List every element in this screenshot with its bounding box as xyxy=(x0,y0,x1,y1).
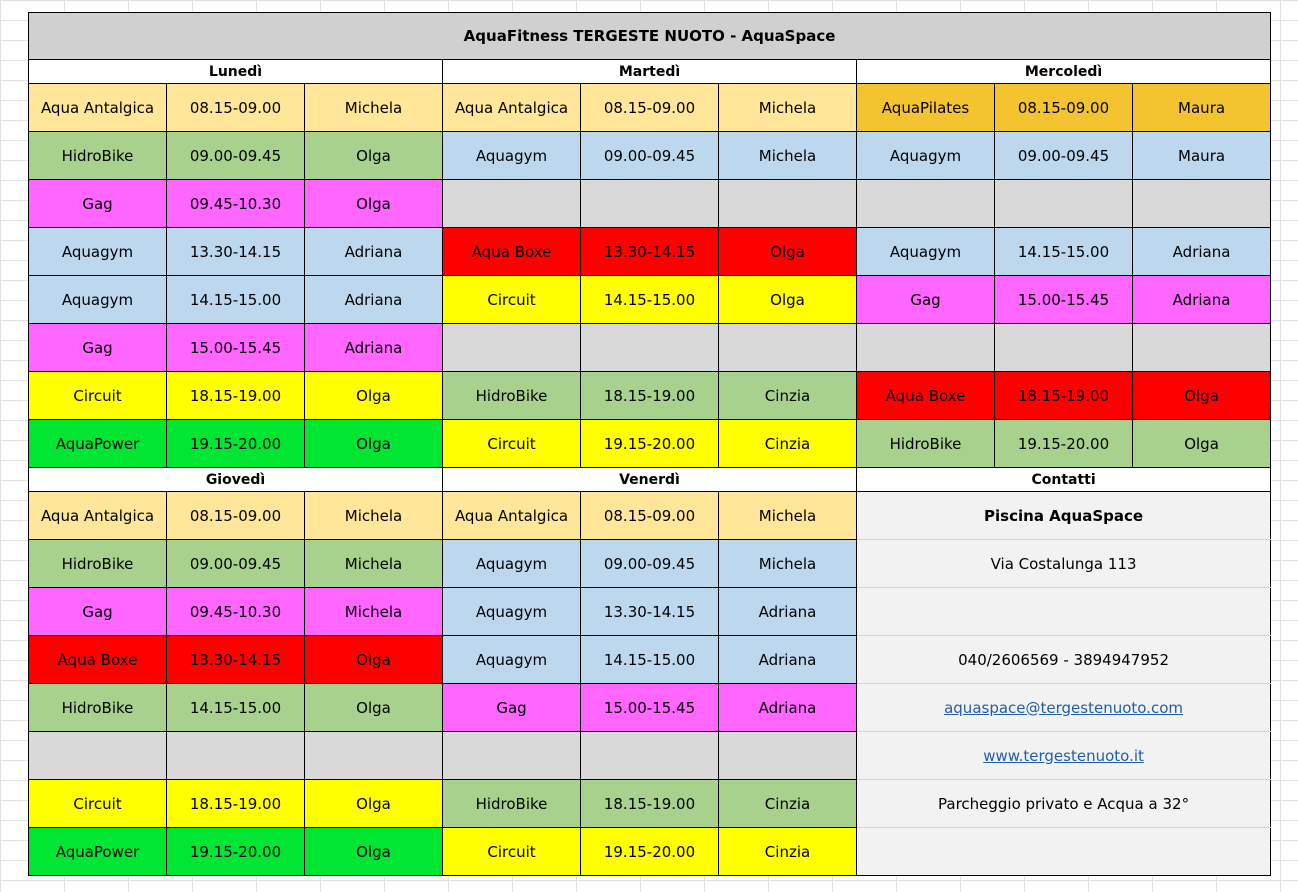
mercoledi-slot-time: 15.00-15.45 xyxy=(995,276,1133,324)
mercoledi-slot-time: 18.15-19.00 xyxy=(995,372,1133,420)
venerdi-slot-instructor xyxy=(719,732,857,780)
mercoledi-slot-instructor xyxy=(1133,180,1271,228)
table-row xyxy=(29,492,1271,540)
contact-line: Parcheggio privato e Acqua a 32° xyxy=(857,780,1271,828)
mercoledi-slot-time: 19.15-20.00 xyxy=(995,420,1133,468)
venerdi-slot-activity: Gag xyxy=(443,684,581,732)
martedi-slot-instructor: Cinzia xyxy=(719,372,857,420)
mercoledi-slot-instructor xyxy=(1133,324,1271,372)
martedi-slot-instructor xyxy=(719,180,857,228)
venerdi-slot-activity: HidroBike xyxy=(443,780,581,828)
lunedi-slot-instructor: Adriana xyxy=(305,276,443,324)
mercoledi-slot-time xyxy=(995,324,1133,372)
giovedi-slot-activity: Aqua Boxe xyxy=(29,636,167,684)
mercoledi-slot-activity: HidroBike xyxy=(857,420,995,468)
lunedi-slot-activity: Aquagym xyxy=(29,276,167,324)
lunedi-slot-time: 15.00-15.45 xyxy=(167,324,305,372)
lunedi-slot-activity: AquaPower xyxy=(29,420,167,468)
lunedi-slot-activity: Aqua Antalgica xyxy=(29,84,167,132)
schedule-table xyxy=(28,12,1271,876)
venerdi-slot-time xyxy=(581,732,719,780)
martedi-slot-instructor: Olga xyxy=(719,228,857,276)
giovedi-slot-instructor xyxy=(305,732,443,780)
lunedi-slot-time: 14.15-15.00 xyxy=(167,276,305,324)
page-title: AquaFitness TERGESTE NUOTO - AquaSpace xyxy=(29,13,1271,60)
mercoledi-slot-time: 14.15-15.00 xyxy=(995,228,1133,276)
giovedi-slot-instructor: Michela xyxy=(305,540,443,588)
giovedi-slot-instructor: Olga xyxy=(305,828,443,876)
contact-line xyxy=(857,684,1271,732)
giovedi-slot-time: 14.15-15.00 xyxy=(167,684,305,732)
venerdi-slot-time: 08.15-09.00 xyxy=(581,492,719,540)
giovedi-slot-activity: Gag xyxy=(29,588,167,636)
giovedi-slot-instructor: Michela xyxy=(305,588,443,636)
table-row xyxy=(29,420,1271,468)
venerdi-slot-instructor: Adriana xyxy=(719,684,857,732)
venerdi-slot-activity: Aquagym xyxy=(443,540,581,588)
contacts-header: Contatti xyxy=(857,468,1271,492)
lunedi-slot-time: 18.15-19.00 xyxy=(167,372,305,420)
giovedi-slot-instructor: Michela xyxy=(305,492,443,540)
mercoledi-slot-time xyxy=(995,180,1133,228)
venerdi-slot-time: 19.15-20.00 xyxy=(581,828,719,876)
contact-line xyxy=(857,588,1271,636)
table-row xyxy=(29,780,1271,828)
martedi-slot-activity xyxy=(443,180,581,228)
venerdi-slot-activity: Aquagym xyxy=(443,636,581,684)
giovedi-slot-time: 19.15-20.00 xyxy=(167,828,305,876)
lunedi-slot-time: 09.45-10.30 xyxy=(167,180,305,228)
lunedi-slot-activity: Gag xyxy=(29,180,167,228)
martedi-slot-activity: Circuit xyxy=(443,420,581,468)
mercoledi-slot-activity: Aquagym xyxy=(857,228,995,276)
venerdi-slot-instructor: Cinzia xyxy=(719,780,857,828)
venerdi-slot-time: 13.30-14.15 xyxy=(581,588,719,636)
lunedi-slot-instructor: Adriana xyxy=(305,324,443,372)
martedi-slot-time: 19.15-20.00 xyxy=(581,420,719,468)
martedi-slot-time xyxy=(581,324,719,372)
email-link[interactable]: aquaspace@tergestenuoto.com xyxy=(944,698,1183,717)
giovedi-slot-time: 13.30-14.15 xyxy=(167,636,305,684)
table-row xyxy=(29,684,1271,732)
mercoledi-slot-activity: Aquagym xyxy=(857,132,995,180)
contact-line xyxy=(857,732,1271,780)
table-row xyxy=(29,276,1271,324)
venerdi-slot-activity: Aqua Antalgica xyxy=(443,492,581,540)
venerdi-slot-instructor: Michela xyxy=(719,540,857,588)
venerdi-slot-instructor: Adriana xyxy=(719,636,857,684)
day-header-venerdi: Venerdì xyxy=(443,468,857,492)
martedi-slot-time: 08.15-09.00 xyxy=(581,84,719,132)
table-row xyxy=(29,84,1271,132)
venerdi-slot-activity xyxy=(443,732,581,780)
contact-line: 040/2606569 - 3894947952 xyxy=(857,636,1271,684)
lunedi-slot-activity: Aquagym xyxy=(29,228,167,276)
contact-line: Piscina AquaSpace xyxy=(857,492,1271,540)
martedi-slot-activity: Aquagym xyxy=(443,132,581,180)
lunedi-slot-activity: Gag xyxy=(29,324,167,372)
martedi-slot-time: 09.00-09.45 xyxy=(581,132,719,180)
table-row xyxy=(29,828,1271,876)
mercoledi-slot-activity: Gag xyxy=(857,276,995,324)
martedi-slot-time xyxy=(581,180,719,228)
martedi-slot-instructor: Michela xyxy=(719,84,857,132)
giovedi-slot-activity: Aqua Antalgica xyxy=(29,492,167,540)
lunedi-slot-instructor: Olga xyxy=(305,132,443,180)
mercoledi-slot-instructor: Olga xyxy=(1133,420,1271,468)
lunedi-slot-activity: HidroBike xyxy=(29,132,167,180)
venerdi-slot-activity: Circuit xyxy=(443,828,581,876)
martedi-slot-activity: Aqua Boxe xyxy=(443,228,581,276)
martedi-slot-instructor: Olga xyxy=(719,276,857,324)
day-header-lunedi: Lunedì xyxy=(29,60,443,84)
day-header-row xyxy=(29,60,1271,84)
lunedi-slot-activity: Circuit xyxy=(29,372,167,420)
giovedi-slot-time: 08.15-09.00 xyxy=(167,492,305,540)
mercoledi-slot-time: 08.15-09.00 xyxy=(995,84,1133,132)
contact-line: Via Costalunga 113 xyxy=(857,540,1271,588)
giovedi-slot-activity xyxy=(29,732,167,780)
giovedi-slot-activity: Circuit xyxy=(29,780,167,828)
table-row xyxy=(29,540,1271,588)
mercoledi-slot-instructor: Adriana xyxy=(1133,228,1271,276)
giovedi-slot-activity: HidroBike xyxy=(29,540,167,588)
contact-line xyxy=(857,828,1271,876)
lunedi-slot-time: 08.15-09.00 xyxy=(167,84,305,132)
martedi-slot-activity: Circuit xyxy=(443,276,581,324)
lunedi-slot-time: 19.15-20.00 xyxy=(167,420,305,468)
martedi-slot-instructor: Cinzia xyxy=(719,420,857,468)
martedi-slot-activity: HidroBike xyxy=(443,372,581,420)
day-header-mercoledi: Mercoledì xyxy=(857,60,1271,84)
martedi-slot-instructor: Michela xyxy=(719,132,857,180)
table-row xyxy=(29,372,1271,420)
giovedi-slot-instructor: Olga xyxy=(305,780,443,828)
mercoledi-slot-instructor: Olga xyxy=(1133,372,1271,420)
venerdi-slot-instructor: Michela xyxy=(719,492,857,540)
venerdi-slot-time: 15.00-15.45 xyxy=(581,684,719,732)
lunedi-slot-instructor: Olga xyxy=(305,420,443,468)
mercoledi-slot-activity: AquaPilates xyxy=(857,84,995,132)
lunedi-slot-instructor: Olga xyxy=(305,372,443,420)
venerdi-slot-activity: Aquagym xyxy=(443,588,581,636)
giovedi-slot-time: 09.45-10.30 xyxy=(167,588,305,636)
martedi-slot-time: 18.15-19.00 xyxy=(581,372,719,420)
mercoledi-slot-activity xyxy=(857,180,995,228)
martedi-slot-activity xyxy=(443,324,581,372)
mercoledi-slot-time: 09.00-09.45 xyxy=(995,132,1133,180)
lunedi-slot-instructor: Olga xyxy=(305,180,443,228)
giovedi-slot-time: 18.15-19.00 xyxy=(167,780,305,828)
day-header-martedi: Martedì xyxy=(443,60,857,84)
table-row xyxy=(29,228,1271,276)
venerdi-slot-time: 09.00-09.45 xyxy=(581,540,719,588)
mercoledi-slot-instructor: Maura xyxy=(1133,84,1271,132)
martedi-slot-time: 13.30-14.15 xyxy=(581,228,719,276)
venerdi-slot-time: 18.15-19.00 xyxy=(581,780,719,828)
martedi-slot-instructor xyxy=(719,324,857,372)
martedi-slot-activity: Aqua Antalgica xyxy=(443,84,581,132)
website-link[interactable]: www.tergestenuoto.it xyxy=(983,746,1144,765)
mercoledi-slot-instructor: Maura xyxy=(1133,132,1271,180)
day-header-row xyxy=(29,468,1271,492)
giovedi-slot-instructor: Olga xyxy=(305,636,443,684)
giovedi-slot-time: 09.00-09.45 xyxy=(167,540,305,588)
martedi-slot-time: 14.15-15.00 xyxy=(581,276,719,324)
mercoledi-slot-instructor: Adriana xyxy=(1133,276,1271,324)
giovedi-slot-activity: AquaPower xyxy=(29,828,167,876)
table-row xyxy=(29,732,1271,780)
lunedi-slot-instructor: Michela xyxy=(305,84,443,132)
table-row xyxy=(29,588,1271,636)
giovedi-slot-time xyxy=(167,732,305,780)
mercoledi-slot-activity xyxy=(857,324,995,372)
table-row xyxy=(29,180,1271,228)
table-row xyxy=(29,132,1271,180)
lunedi-slot-instructor: Adriana xyxy=(305,228,443,276)
giovedi-slot-instructor: Olga xyxy=(305,684,443,732)
venerdi-slot-instructor: Adriana xyxy=(719,588,857,636)
venerdi-slot-time: 14.15-15.00 xyxy=(581,636,719,684)
venerdi-slot-instructor: Cinzia xyxy=(719,828,857,876)
lunedi-slot-time: 09.00-09.45 xyxy=(167,132,305,180)
giovedi-slot-activity: HidroBike xyxy=(29,684,167,732)
day-header-giovedi: Giovedì xyxy=(29,468,443,492)
table-row xyxy=(29,324,1271,372)
table-row xyxy=(29,636,1271,684)
mercoledi-slot-activity: Aqua Boxe xyxy=(857,372,995,420)
lunedi-slot-time: 13.30-14.15 xyxy=(167,228,305,276)
